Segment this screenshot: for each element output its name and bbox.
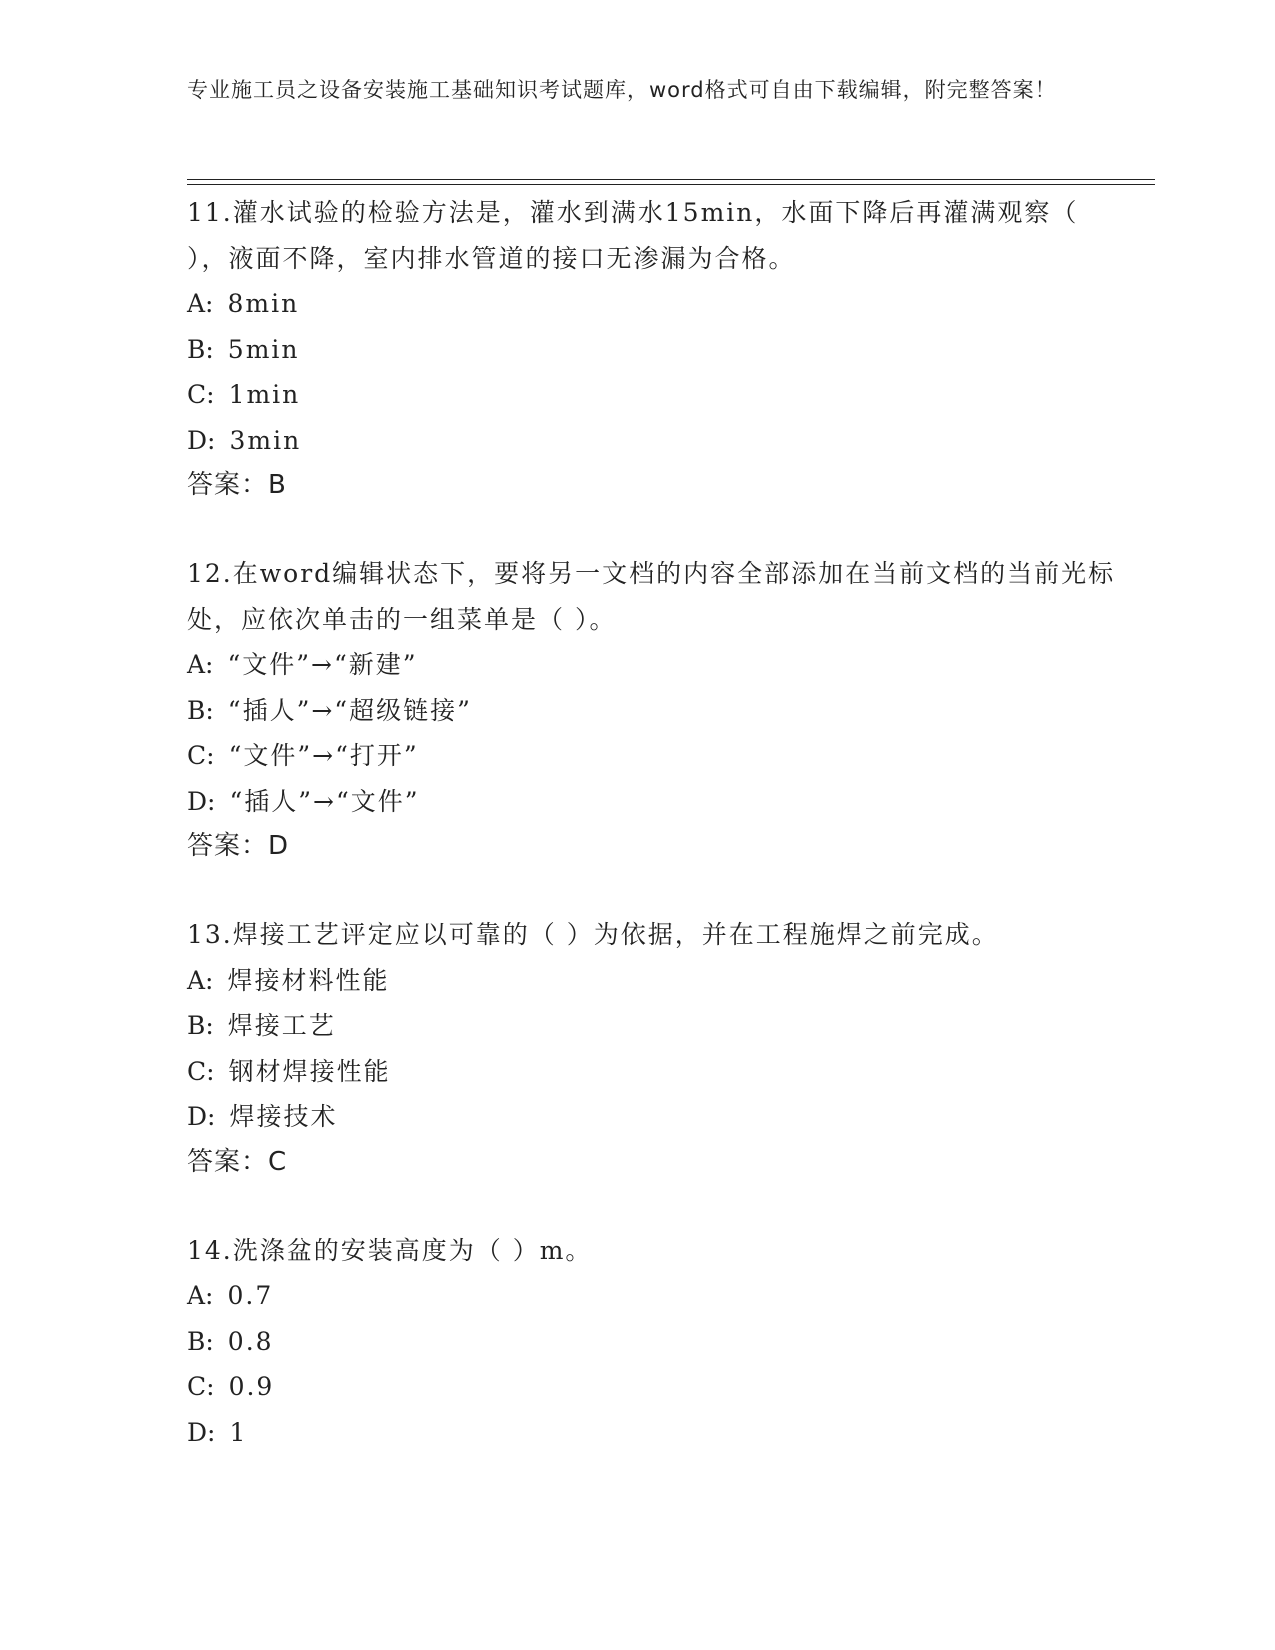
question-14 bbox=[187, 1228, 1117, 1456]
option-d bbox=[187, 1410, 1117, 1456]
option-label: A: bbox=[187, 650, 214, 679]
option-label: D: bbox=[187, 1417, 216, 1447]
option-c bbox=[187, 733, 1117, 779]
question-stem: 12.在word编辑状态下，要将另一文档的内容全部添加在当前文档的当前光标处，应依次单击的一组菜单是（ ）。 bbox=[187, 559, 1116, 634]
option-d bbox=[187, 779, 1117, 825]
option-text: 0.8 bbox=[227, 1326, 274, 1356]
option-b bbox=[187, 688, 1117, 734]
option-label: A: bbox=[187, 965, 214, 995]
question-stem: 14.洗涤盆的安装高度为（ ）m。 bbox=[187, 1235, 593, 1265]
option-label: D: bbox=[187, 1102, 216, 1131]
option-text: 焊接材料性能 bbox=[227, 965, 390, 995]
option-text: 焊接技术 bbox=[229, 1102, 338, 1131]
option-label: B: bbox=[187, 695, 214, 725]
option-b bbox=[187, 1319, 1117, 1365]
option-text: “插人”→“文件” bbox=[229, 786, 420, 816]
option-text: 5min bbox=[227, 334, 300, 364]
question-13 bbox=[187, 912, 1117, 1185]
option-label: A: bbox=[187, 289, 214, 318]
option-text: “文件”→“新建” bbox=[227, 650, 418, 679]
question-list bbox=[187, 190, 1117, 1455]
option-c bbox=[187, 372, 1117, 418]
option-label: C: bbox=[187, 1056, 215, 1086]
option-text: 1 bbox=[229, 1417, 248, 1447]
option-label: C: bbox=[187, 380, 215, 409]
answer: 答案：D bbox=[187, 831, 290, 861]
option-label: C: bbox=[187, 1372, 215, 1401]
option-text: “文件”→“打开” bbox=[228, 741, 419, 770]
option-b bbox=[187, 327, 1117, 373]
option-text: 0.7 bbox=[227, 1281, 274, 1310]
option-a bbox=[187, 281, 1117, 327]
answer: 答案：C bbox=[187, 1146, 288, 1177]
answer: 答案：B bbox=[187, 470, 287, 500]
option-a bbox=[187, 1273, 1117, 1319]
option-label: C: bbox=[187, 741, 215, 770]
header-divider-top bbox=[187, 179, 1155, 180]
option-c bbox=[187, 1364, 1117, 1410]
option-d bbox=[187, 1094, 1117, 1140]
option-d bbox=[187, 418, 1117, 464]
question-12 bbox=[187, 551, 1117, 869]
option-label: B: bbox=[187, 334, 214, 364]
option-text: 钢材焊接性能 bbox=[228, 1056, 391, 1086]
document-header: 专业施工员之设备安装施工基础知识考试题库，word格式可自由下载编辑，附完整答案！ bbox=[187, 78, 1057, 102]
option-text: 8min bbox=[227, 289, 300, 318]
option-a bbox=[187, 958, 1117, 1004]
option-c bbox=[187, 1049, 1117, 1095]
option-text: 0.9 bbox=[228, 1372, 275, 1401]
option-text: 3min bbox=[229, 425, 302, 455]
option-text: “插人”→“超级链接” bbox=[227, 695, 472, 725]
question-stem: 11.灌水试验的检验方法是，灌水到满水15min，水面下降后再灌满观察（ ），液面不降，室内排水管道的接口无渗漏为合格。 bbox=[187, 198, 1079, 273]
option-label: A: bbox=[187, 1281, 214, 1310]
option-label: D: bbox=[187, 786, 216, 816]
header-divider-bottom bbox=[187, 184, 1155, 185]
option-text: 焊接工艺 bbox=[227, 1011, 336, 1040]
option-text: 1min bbox=[228, 380, 301, 409]
option-label: D: bbox=[187, 425, 216, 455]
option-label: B: bbox=[187, 1326, 214, 1356]
option-label: B: bbox=[187, 1011, 214, 1040]
option-b bbox=[187, 1003, 1117, 1049]
question-stem: 13.焊接工艺评定应以可靠的（ ）为依据，并在工程施焊之前完成。 bbox=[187, 920, 999, 949]
option-a bbox=[187, 642, 1117, 688]
question-11 bbox=[187, 190, 1117, 508]
